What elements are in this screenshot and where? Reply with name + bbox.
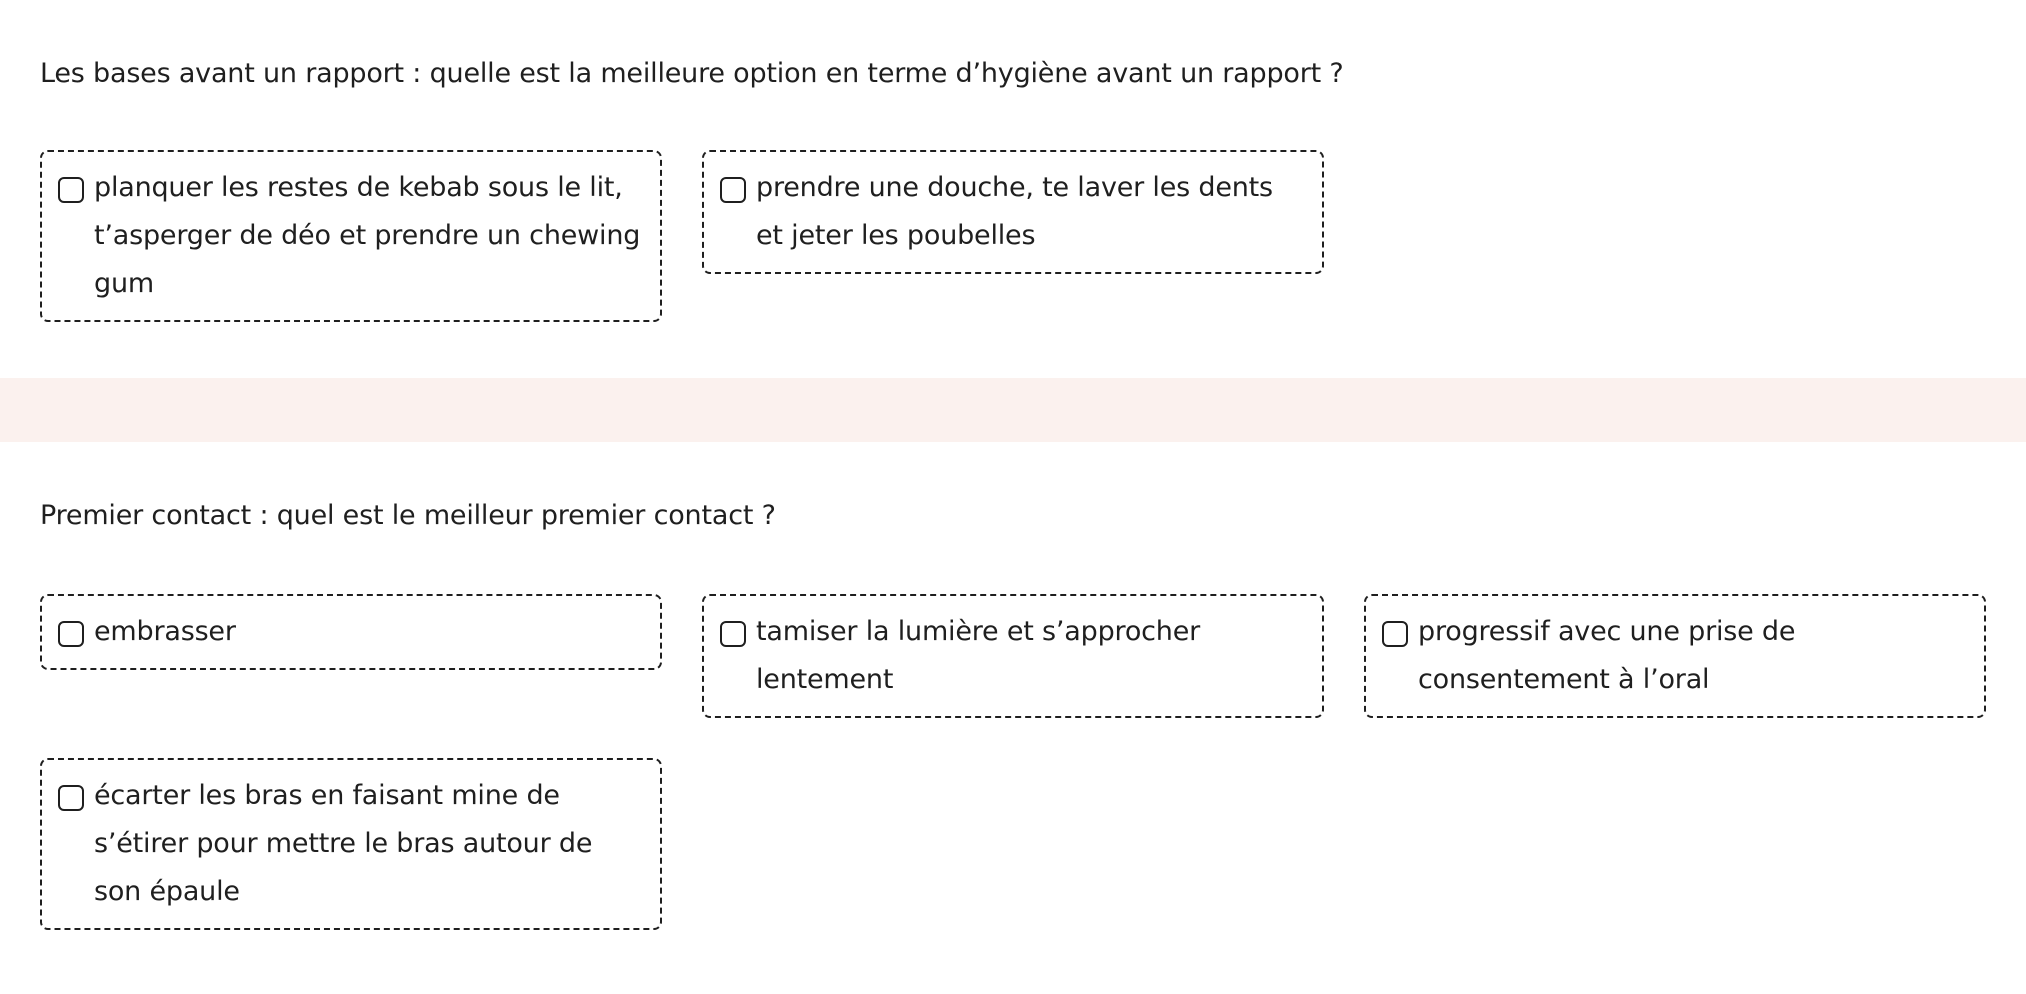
option-kebab-deo[interactable] [40, 150, 662, 322]
option-label: écarter les bras en faisant mine de s’étirer pour mettre le bras autour de son épaule [94, 780, 593, 907]
question-text: Premier contact : quel est le meilleur premier contact ? [40, 500, 776, 531]
checkbox[interactable] [58, 177, 84, 203]
options-group [40, 594, 1988, 930]
checkbox[interactable] [1382, 621, 1408, 647]
option-bras-epaule[interactable] [40, 758, 662, 930]
section-separator [0, 378, 2026, 442]
checkbox[interactable] [720, 621, 746, 647]
checkbox[interactable] [58, 785, 84, 811]
option-consentement-oral[interactable] [1364, 594, 1986, 718]
option-label: tamiser la lumière et s’approcher lentement [756, 616, 1201, 695]
option-douche-dents[interactable] [702, 150, 1324, 274]
option-embrasser[interactable] [40, 594, 662, 670]
options-group [40, 150, 1988, 322]
option-label: progressif avec une prise de consentement à l’oral [1418, 616, 1796, 695]
option-tamiser-lumiere[interactable] [702, 594, 1324, 718]
option-label: planquer les restes de kebab sous le lit, t’asperger de déo et prendre un chewing gum [94, 172, 641, 299]
option-label: prendre une douche, te laver les dents et jeter les poubelles [756, 172, 1273, 251]
checkbox[interactable] [58, 621, 84, 647]
question-text: Les bases avant un rapport : quelle est la meilleure option en terme d’hygiène avant un rapport ? [40, 58, 1344, 89]
checkbox[interactable] [720, 177, 746, 203]
option-label: embrasser [94, 616, 236, 647]
